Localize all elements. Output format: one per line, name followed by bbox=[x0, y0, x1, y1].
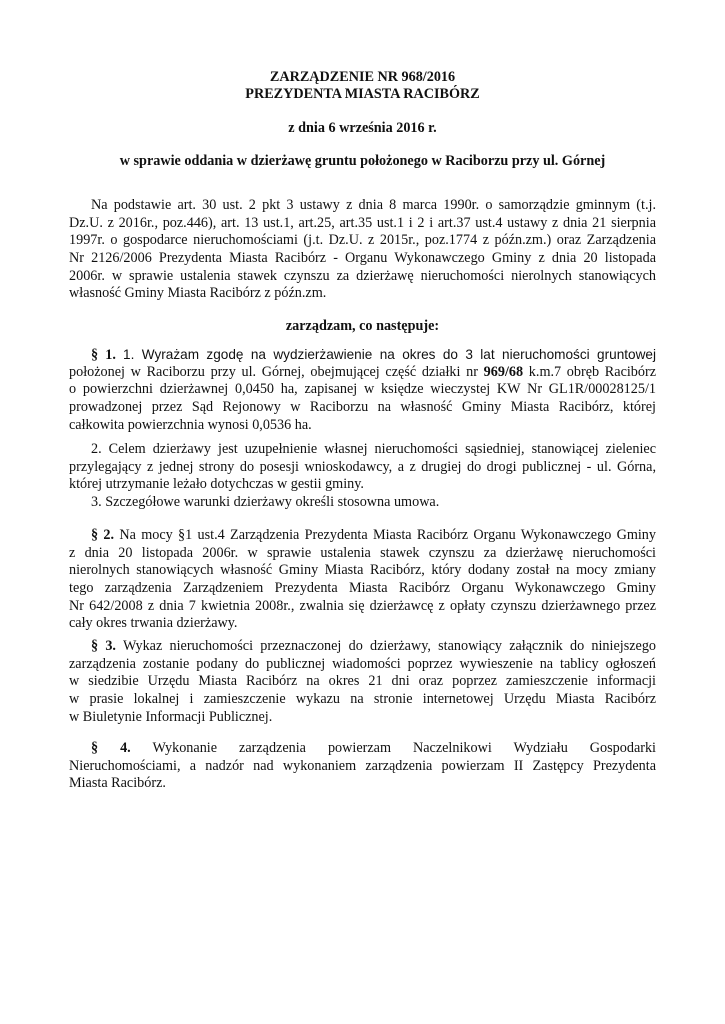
section-3-line: w siedzibie Urzędu Miasta Racibórz na okres 21 dni oraz poprzez zamieszczenie informacji bbox=[69, 673, 656, 690]
decree-heading: zarządzam, co następuje: bbox=[285, 318, 440, 334]
plot-number: 969/68 bbox=[483, 363, 524, 380]
preamble bbox=[69, 197, 656, 303]
section-2-line: z dnia 20 listopada 2006r. w sprawie ustalenia stawek czynszu za dzierżawę nieruchomości bbox=[69, 544, 656, 561]
preamble-line: Dz.U. z 2016r., poz.446), art. 13 ust.1, art.25, art.35 ust.1 i 2 i art.37 ust.4 ustawy z dnia 21 sierpnia bbox=[69, 214, 656, 231]
section-4-line: Miasta Racibórz. bbox=[69, 775, 166, 792]
preamble-line: własność Gminy Miasta Racibórz z późn.zm. bbox=[69, 285, 327, 302]
section-1-point-3-line: 3. Szczegółowe warunki dzierżawy określi stosowna umowa. bbox=[91, 494, 440, 510]
section-1-point-3 bbox=[69, 494, 656, 512]
section-1-line: o powierzchni dzierżawnej 0,0450 ha, zapisanej w księdze wieczystej KW Nr GL1R/00028125/1 bbox=[69, 381, 656, 398]
section-2-line: nierolnych stanowiących własność Gminy Miasta Racibórz, który dodany został na mocy zmiany bbox=[69, 562, 656, 579]
section-1-line: prowadzonej przez Sąd Rejonowy w Raciborzu na własność Gminy Miasta Racibórz, której bbox=[69, 399, 656, 416]
section-3-text: Wykaz nieruchomości przeznaczonej do dzierżawy, stanowiący załącznik do niniejszego bbox=[122, 638, 657, 654]
section-3 bbox=[69, 638, 656, 726]
section-3-line: w Biuletynie Informacji Publicznej. bbox=[69, 708, 273, 725]
section-4-line bbox=[69, 740, 656, 758]
section-1-line: całkowita powierzchnia wynosi 0,0536 ha. bbox=[69, 416, 312, 433]
section-3-line bbox=[69, 638, 656, 656]
section-4-mark: § 4. bbox=[91, 740, 131, 756]
title-line-2: PREZYDENTA MIASTA RACIBÓRZ bbox=[245, 86, 480, 102]
preamble-line: Nr 2126/2006 Prezydenta Miasta Racibórz - Organu Wykonawczego Gminy z dnia 20 listopada bbox=[69, 250, 656, 267]
section-1-text: k.m.7 obręb Racibórz bbox=[528, 363, 657, 380]
section-1-text: położonej w Raciborzu przy ul. Górnej, obejmującej część działki nr bbox=[69, 363, 478, 380]
preamble-line: 2006r. w sprawie ustalenia stawek czynszu za dzierżawę nieruchomości nierolnych stanowiących bbox=[69, 267, 656, 284]
section-4 bbox=[69, 740, 656, 793]
section-2-line: tego zarządzenia Zarządzeniem Prezydenta Miasta Racibórz Organu Wykonawczego Gminy bbox=[69, 580, 656, 597]
section-2-line: Nr 642/2008 z dnia 7 kwietnia 2008r., zwalnia się dzierżawcę z opłaty czynszu dzierżawnego przez bbox=[69, 597, 656, 614]
section-2-line: cały okres trwania dzierżawy. bbox=[69, 615, 238, 632]
section-4-line: Nieruchomościami, a nadzór nad wykonaniem zarządzenia powierzam II Zastępcy Prezydenta bbox=[69, 757, 656, 774]
section-3-mark: § 3. bbox=[91, 638, 116, 654]
preamble-line: Na podstawie art. 30 ust. 2 pkt 3 ustawy z dnia 8 marca 1990r. o samorządzie gminnym (t.j. bbox=[91, 197, 656, 213]
section-1 bbox=[69, 346, 656, 434]
section-3-line: w prasie lokalnej i zamieszczenie wykazu na stronie internetowej Urzędu Miasta Racibórz bbox=[69, 691, 656, 708]
section-2-mark: § 2. bbox=[91, 527, 115, 543]
document-date: z dnia 6 września 2016 r. bbox=[288, 120, 437, 136]
title-line-1: ZARZĄDZENIE NR 968/2016 bbox=[269, 69, 456, 85]
document-subject: w sprawie oddania w dzierżawę gruntu położonego w Raciborzu przy ul. Górnej bbox=[119, 153, 606, 169]
document-title bbox=[0, 69, 725, 103]
section-1-point-2-line: 2. Celem dzierżawy jest uzupełnienie własnej nieruchomości sąsiedniej, stanowiącej zieleniec bbox=[91, 441, 656, 457]
section-1-line bbox=[69, 364, 656, 382]
preamble-line: 1997r. o gospodarce nieruchomościami (j.t. Dz.U. z 2015r., poz.1774 z późn.zm.) oraz Zarządzenia bbox=[69, 232, 656, 249]
section-2-text: Na mocy §1 ust.4 Zarządzenia Prezydenta Miasta Racibórz Organu Wykonawczego Gminy bbox=[119, 527, 656, 543]
section-1-point-1-line: 1. Wyrażam zgodę na wydzierżawienie na okres do 3 lat nieruchomości gruntowej bbox=[123, 347, 656, 362]
section-2-line bbox=[69, 527, 656, 545]
section-1-point-2-line: której utrzymanie leżało dotychczas w gestii gminy. bbox=[69, 476, 364, 493]
section-4-text: Wykonanie zarządzenia powierzam Naczelnikowi Wydziału Gospodarki bbox=[152, 740, 657, 756]
section-2 bbox=[69, 527, 656, 633]
section-1-mark: § 1. bbox=[91, 347, 116, 363]
section-1-point-2 bbox=[69, 441, 656, 494]
section-3-line: zarządzenia zostanie podany do publicznej wiadomości poprzez wywieszenie na tablicy ogłoszeń bbox=[69, 655, 656, 672]
section-1-point-2-line: przylegający z jednej strony do posesji wnioskodawcy, a z drugiej do drogi publicznej - ul. Górna, bbox=[69, 458, 656, 475]
section-1-line bbox=[69, 346, 656, 364]
